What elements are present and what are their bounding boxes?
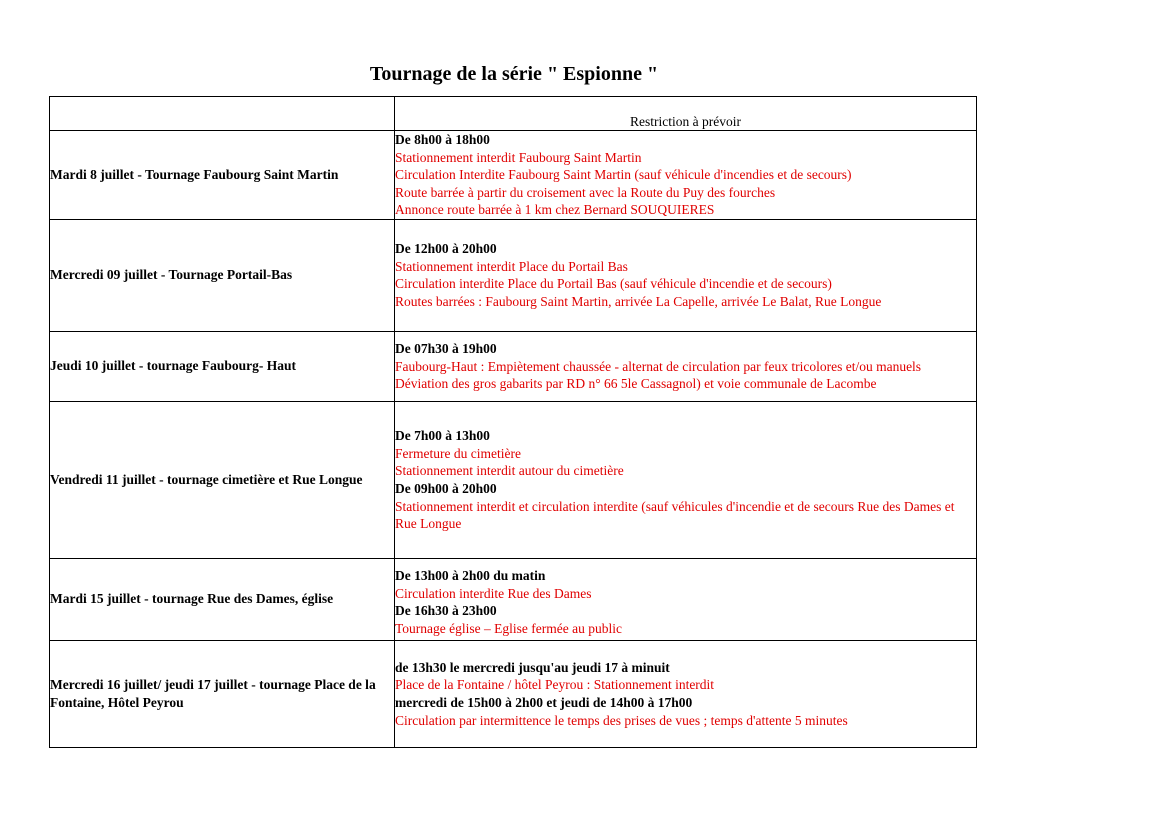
restriction-line: Circulation Interdite Faubourg Saint Martin (sauf véhicule d'incendies et de secours) bbox=[395, 167, 852, 183]
restriction-line: Tournage église – Eglise fermée au public bbox=[395, 621, 622, 637]
restriction-line: Circulation par intermittence le temps des prises de vues ; temps d'attente 5 minutes bbox=[395, 712, 848, 728]
day-cell: Mercredi 09 juillet - Tournage Portail-Bas bbox=[50, 219, 395, 331]
header-right-cell bbox=[395, 97, 977, 131]
restriction-line: Circulation interdite Rue des Dames bbox=[395, 585, 592, 601]
day-cell: Mardi 15 juillet - tournage Rue des Dames, église bbox=[50, 558, 395, 640]
table-row bbox=[50, 640, 977, 747]
restriction-cell bbox=[395, 640, 977, 747]
restriction-cell bbox=[395, 331, 977, 401]
table-row bbox=[50, 131, 977, 220]
time-range: De 7h00 à 13h00 bbox=[395, 428, 490, 444]
restriction-line: Route barrée à partir du croisement avec la Route du Puy des fourches bbox=[395, 184, 776, 200]
time-range: De 09h00 à 20h00 bbox=[395, 480, 497, 496]
table-row bbox=[50, 558, 977, 640]
time-range: De 07h30 à 19h00 bbox=[395, 341, 497, 357]
restriction-line: Circulation interdite Place du Portail Bas (sauf véhicule d'incendie et de secours) bbox=[395, 276, 832, 292]
restriction-line: Routes barrées : Faubourg Saint Martin, arrivée La Capelle, arrivée Le Balat, Rue Longue bbox=[395, 294, 882, 310]
header-restriction-label: Restriction à prévoir bbox=[630, 114, 741, 129]
time-range: De 16h30 à 23h00 bbox=[395, 603, 497, 619]
restriction-line: Stationnement interdit et circulation interdite (sauf véhicules d'incendie et de secours Rue des Dames et Rue Longue bbox=[395, 498, 955, 532]
restriction-line: Fermeture du cimetière bbox=[395, 445, 521, 461]
document-title: Tournage de la série " Espionne " bbox=[369, 63, 659, 85]
time-range: De 13h00 à 2h00 du matin bbox=[395, 568, 546, 584]
header-row bbox=[50, 97, 977, 131]
restriction-line: Stationnement interdit Place du Portail Bas bbox=[395, 258, 628, 274]
restriction-line: Déviation des gros gabarits par RD n° 66 5le Cassagnol) et voie communale de Lacombe bbox=[395, 376, 877, 392]
restriction-cell bbox=[395, 131, 977, 220]
table-row bbox=[50, 219, 977, 331]
restriction-cell bbox=[395, 219, 977, 331]
day-cell: Mardi 8 juillet - Tournage Faubourg Saint Martin bbox=[50, 131, 395, 220]
header-left-cell bbox=[50, 97, 395, 131]
table-row bbox=[50, 331, 977, 401]
time-range: de 13h30 le mercredi jusqu'au jeudi 17 à minuit bbox=[395, 659, 670, 675]
restriction-cell bbox=[395, 558, 977, 640]
day-cell: Mercredi 16 juillet/ jeudi 17 juillet - tournage Place de la Fontaine, Hôtel Peyrou bbox=[50, 640, 395, 747]
table-row bbox=[50, 401, 977, 558]
restriction-line: Faubourg-Haut : Empiètement chaussée - alternat de circulation par feux tricolores et/ou manuels bbox=[395, 358, 922, 374]
day-cell: Vendredi 11 juillet - tournage cimetière et Rue Longue bbox=[50, 401, 395, 558]
restriction-line: Stationnement interdit Faubourg Saint Martin bbox=[395, 149, 642, 165]
restriction-line: Annonce route barrée à 1 km chez Bernard SOUQUIERES bbox=[395, 202, 715, 218]
day-cell: Jeudi 10 juillet - tournage Faubourg- Haut bbox=[50, 331, 395, 401]
time-range: De 12h00 à 20h00 bbox=[395, 241, 497, 257]
restriction-line: Stationnement interdit autour du cimetière bbox=[395, 463, 624, 479]
time-range: mercredi de 15h00 à 2h00 et jeudi de 14h00 à 17h00 bbox=[395, 694, 693, 710]
time-range: De 8h00 à 18h00 bbox=[395, 132, 490, 147]
restriction-line: Place de la Fontaine / hôtel Peyrou : Stationnement interdit bbox=[395, 677, 715, 693]
restriction-cell bbox=[395, 401, 977, 558]
schedule-table bbox=[49, 96, 977, 748]
